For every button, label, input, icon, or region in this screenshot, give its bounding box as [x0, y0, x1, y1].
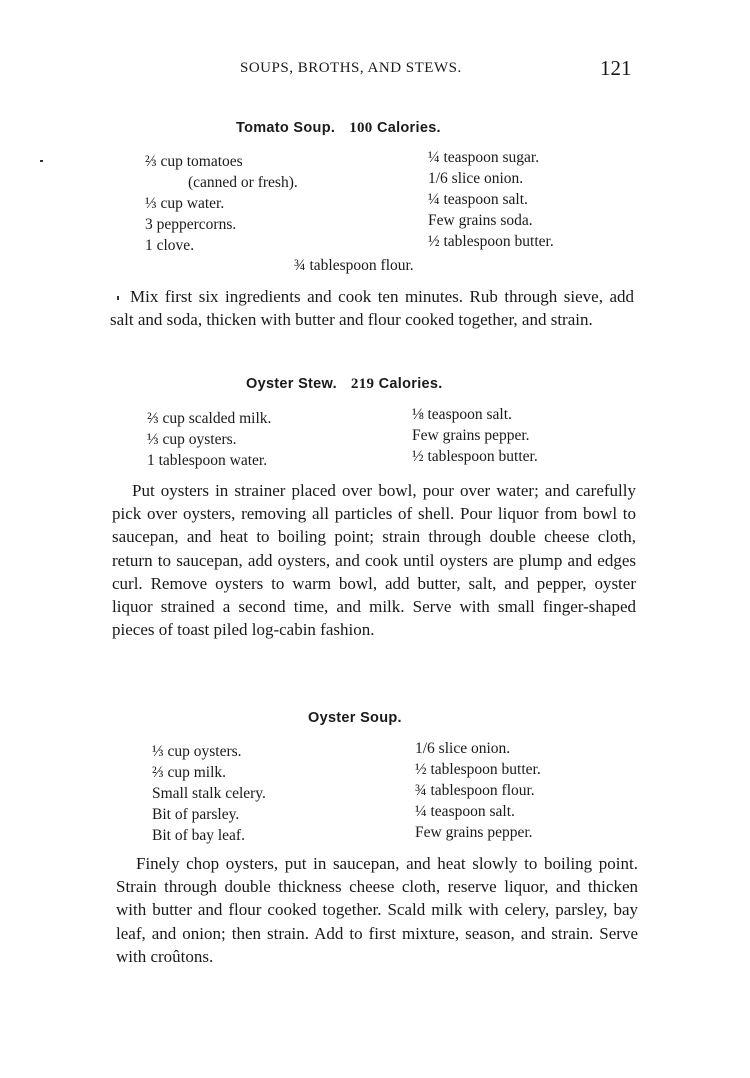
- page-number: 121: [600, 56, 632, 80]
- ingredient: ½ tablespoon butter.: [415, 761, 541, 778]
- recipe-name: Oyster Stew.: [246, 376, 337, 392]
- calorie-count: 219: [350, 376, 375, 392]
- ingredient: ⅛ teaspoon salt.: [412, 406, 512, 423]
- calorie-count: 100: [349, 120, 373, 136]
- method-paragraph: Mix first six ingredients and cook ten minutes. Rub through sieve, add salt and soda, thicken with butter and flour cooked together, and strain.: [110, 287, 634, 330]
- ingredient: Bit of parsley.: [152, 806, 240, 823]
- ingredient: ⅓ cup water.: [145, 195, 225, 212]
- ingredient: ¾ tablespoon flour.: [415, 782, 535, 799]
- print-speck: [40, 160, 43, 162]
- ingredient: (canned or fresh).: [188, 174, 298, 191]
- ingredient: ⅓ cup oysters.: [152, 743, 242, 760]
- ingredient: ¼ teaspoon salt.: [428, 191, 528, 208]
- ingredient: 1 clove.: [145, 237, 195, 254]
- ingredient: 3 peppercorns.: [145, 216, 237, 233]
- ingredient: ⅔ cup scalded milk.: [147, 410, 272, 427]
- method-paragraph: Put oysters in strainer placed over bowl, pour over water; and carefully pick over oysters, removing all particles of shell. Pour liquor from bowl to saucepan, and heat to boiling point; strain through double cheese cloth, return to saucepan, add oysters, and cook until oysters are plump and edges curl. Remove oysters to warm bowl, add butter, salt, and pepper, oyster liquor strained a second time, and milk. Serve with small finger-shaped pieces of toast piled log-cabin fashion.: [112, 481, 636, 640]
- ingredient: ½ tablespoon butter.: [428, 233, 554, 250]
- ingredient: ⅔ cup milk.: [152, 764, 227, 781]
- ingredient: ⅓ cup oysters.: [147, 431, 237, 448]
- ingredient: 1 tablespoon water.: [147, 452, 268, 469]
- ingredient: ¼ teaspoon sugar.: [428, 149, 540, 166]
- ingredient: ½ tablespoon butter.: [412, 448, 538, 465]
- recipe-title: [236, 120, 441, 137]
- ingredient: 1/6 slice onion.: [415, 740, 511, 757]
- ingredient: 1/6 slice onion.: [428, 170, 524, 187]
- calorie-label: Calories.: [376, 120, 441, 136]
- ingredient: ¼ teaspoon salt.: [415, 803, 515, 820]
- recipe-title: [308, 710, 402, 726]
- ingredient: Few grains soda.: [428, 212, 533, 229]
- ingredient: ⅔ cup tomatoes: [145, 153, 243, 170]
- method-paragraph: Finely chop oysters, put in saucepan, and heat slowly to boiling point. Strain through double thickness cheese cloth, reserve liquor, and thicken with butter and flour cooked together. Scald milk with celery, parsley, bay leaf, and onion; then strain. Add to first mixture, season, and strain. Serve with croûtons.: [116, 854, 638, 966]
- recipe-name: Tomato Soup.: [236, 120, 336, 136]
- recipe-title: [246, 376, 443, 393]
- ingredient: Small stalk celery.: [152, 785, 266, 802]
- ingredient: Bit of bay leaf.: [152, 827, 245, 844]
- running-head: SOUPS, BROTHS, AND STEWS.: [240, 60, 462, 76]
- recipe-name: Oyster Soup.: [308, 710, 402, 726]
- ingredient: Few grains pepper.: [415, 824, 533, 841]
- calorie-label: Calories.: [378, 376, 443, 392]
- ingredient: ¾ tablespoon flour.: [294, 257, 414, 274]
- ingredient: Few grains pepper.: [412, 427, 530, 444]
